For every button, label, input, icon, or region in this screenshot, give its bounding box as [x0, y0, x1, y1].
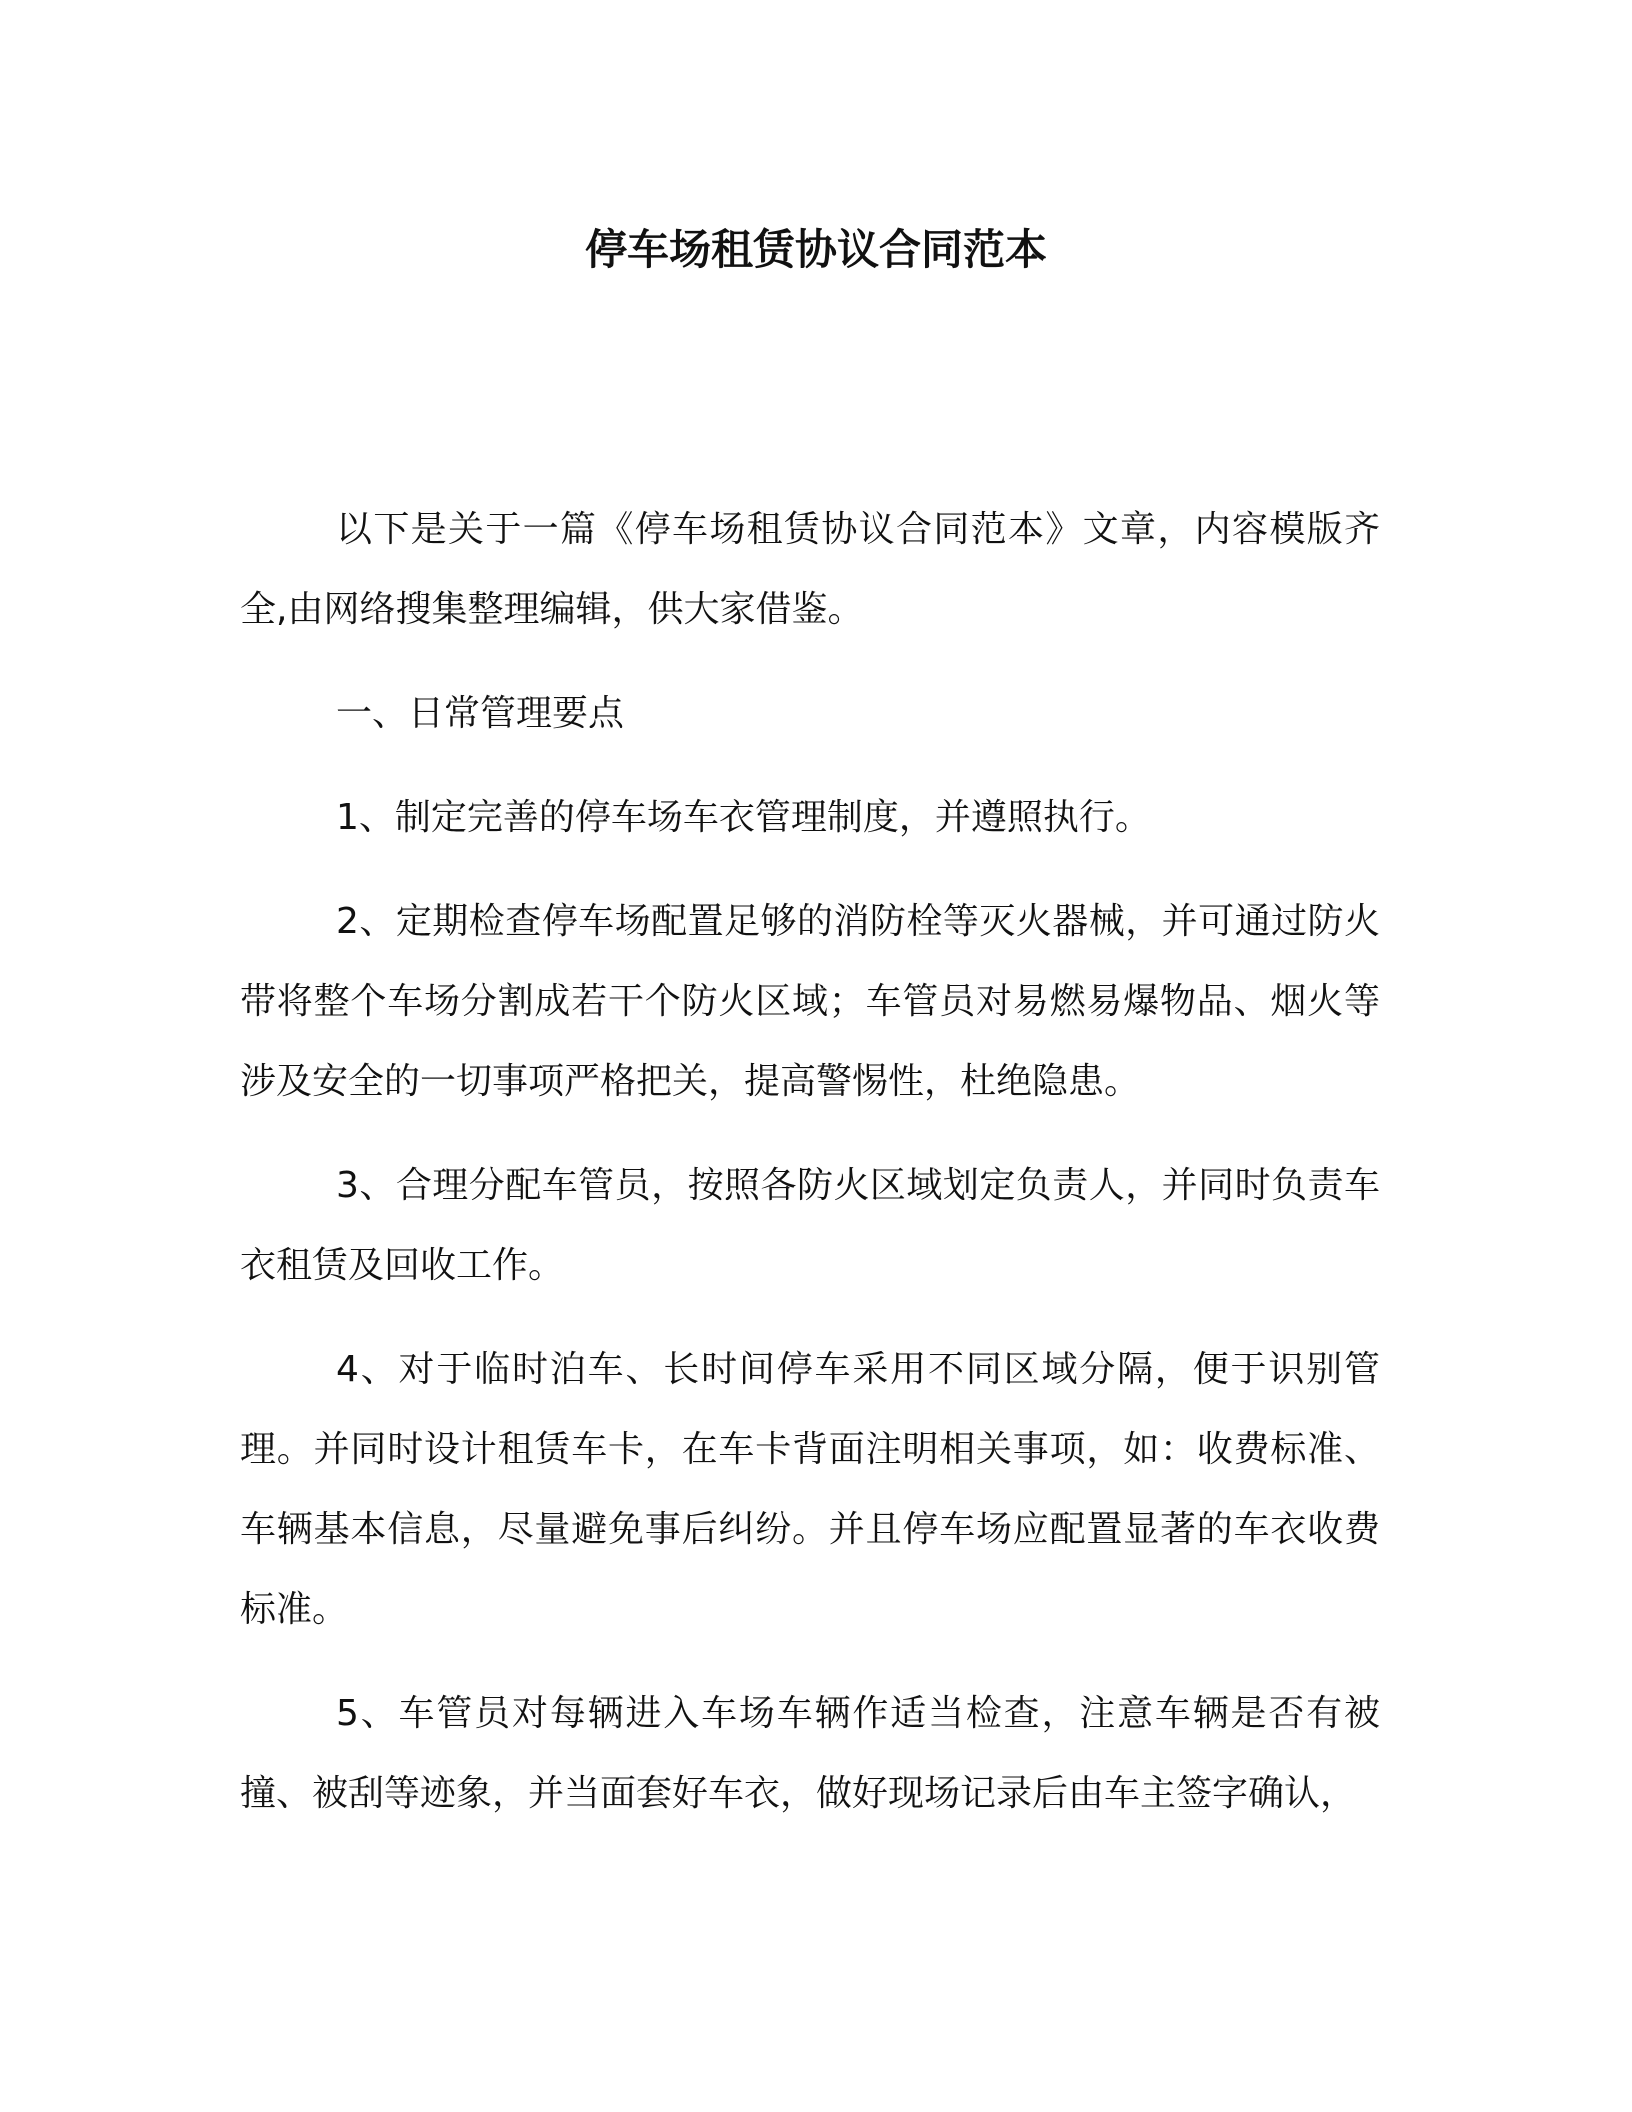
paragraph-item-1: 1、制定完善的停车场车衣管理制度，并遵照执行。 [336, 797, 1151, 838]
section-heading: 一、日常管理要点 [336, 693, 625, 734]
document-title: 停车场租赁协议合同范本 [584, 225, 1047, 274]
paragraph-item-4: 4、对于临时泊车、长时间停车采用不同区域分隔，便于识别管理。并同时设计租赁车卡，在车卡背面注明相关事项，如：收费标准、车辆基本信息，尽量避免事后纠纷。并且停车场应配置显著的车衣收费标准。 [240, 1349, 1380, 1630]
paragraph-item-5: 5、车管员对每辆进入车场车辆作适当检查，注意车辆是否有被撞、被刮等迹象，并当面套好车衣，做好现场记录后由车主签字确认， [240, 1693, 1380, 1814]
paragraph-item-3: 3、合理分配车管员，按照各防火区域划定负责人，并同时负责车衣租赁及回收工作。 [240, 1165, 1380, 1286]
intro-paragraph: 以下是关于一篇《停车场租赁协议合同范本》文章，内容模版齐全,由网络搜集整理编辑，供大家借鉴。 [240, 509, 1380, 630]
paragraph-item-2: 2、定期检查停车场配置足够的消防栓等灭火器械，并可通过防火带将整个车场分割成若干个防火区域；车管员对易燃易爆物品、烟火等涉及安全的一切事项严格把关，提高警惕性，杜绝隐患。 [240, 901, 1380, 1102]
document-body [240, 490, 1380, 1858]
